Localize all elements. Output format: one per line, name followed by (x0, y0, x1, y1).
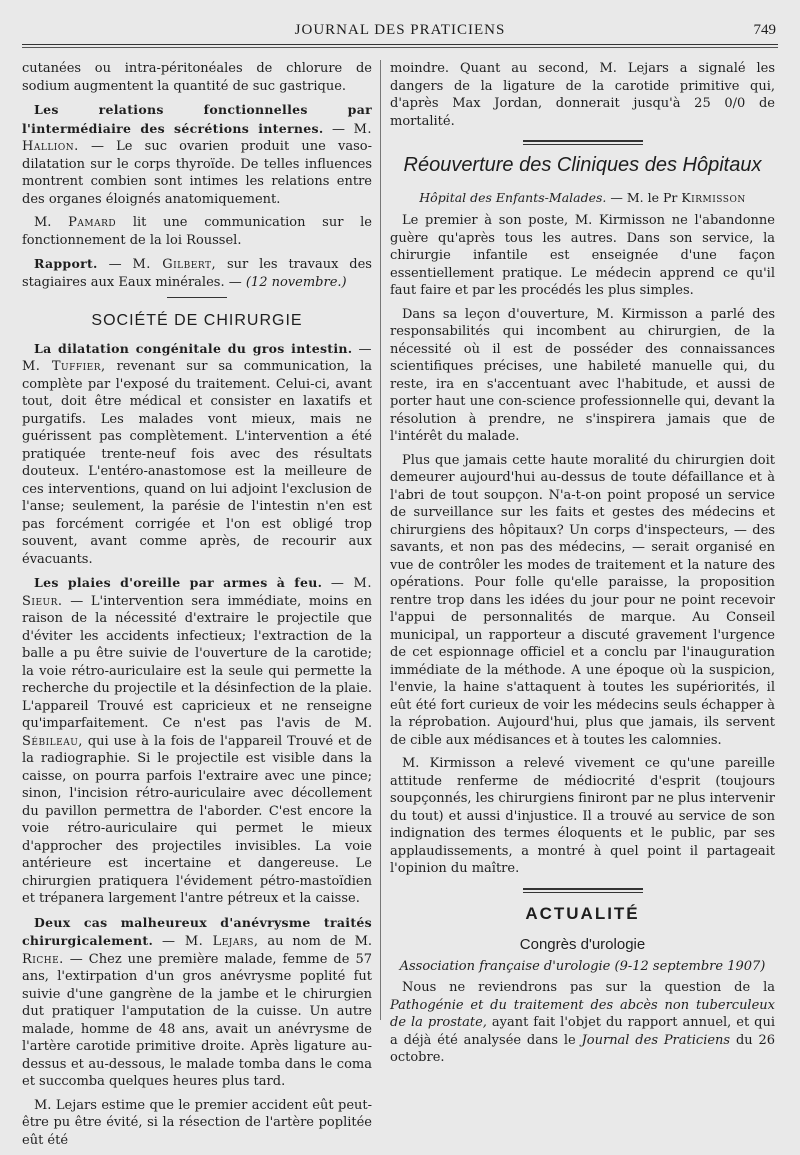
author-name: Sébileau, (22, 733, 83, 749)
paragraph-text: au nom de M. (267, 934, 373, 949)
paragraph-text: M. (34, 215, 52, 230)
paragraph (22, 574, 372, 908)
author-name: M. Hallion. (22, 121, 373, 154)
journal-name: Journal des Praticiens (581, 1032, 731, 1048)
article-title: Congrès d'urologie (519, 936, 646, 953)
paragraph: Plus que jamais cette haute moralité du chirurgien doit demeurer aujourd'hui au-dessus de toute défaillance et à l'abri de tout soupçon. N'a-t-on point proposé un service de surveillance sur les faits et gestes des médecins et chirurgiens des hôpitaux? Un corps d'inspecteurs, — des savants, et non pas des médecins, — serait organisé en vue de contrôler les modes de traitement et la nature des opérations. Pour folle qu'elle paraisse, la proposition rentre trop dans les idées du jour pour ne point recevoir l'appui de personnalités de marque. Au Conseil municipal, un rapporteur a discuté gravement l'urgence de cet espionnage officiel et a conclu par l'inauguration immédiate de la méthode. A une époque où la suspicion, l'envie, la haine s'attaquent à toutes les supériorités, il eût été fort curieux de voir les médecins seuls échapper à la réprobation. Aujourd'hui, plus que jamais, ils servent de cible aux médisances et à toutes les calomnies. (390, 452, 775, 748)
paragraph: M. Kirmisson a relevé vivement ce qu'une pareille attitude renferme de médiocrité d'esprit (toujours soupçonnés, les chirurgiens finiront par ne plus intervenir du tout) et aussi d'injustice. Il a trouvé au service de son indignation des termes éloquents et le public, par ses applaudissements, a montré à quel point il partageait l'opinion du maître. (390, 756, 775, 876)
author-name: — M. Lejars, (161, 934, 259, 949)
paragraph: Rapport. — M. Gilbert, sur les travaux des stagiaires aux Eaux minérales. — (12 novembre.) (22, 256, 372, 290)
paragraph-text: — L'intervention sera immédiate, moins en raison de la nécessité d'extraire le projectile que d'éviter les accidents infectieux; l'extraction de la balle a pu être suivie de l'ouverture de la carotide; la voie rétro-auriculaire est la seule qui permette la recherche du projectile et la désinfection de la plaie. L'appareil Trouvé est capricieux et ne renseigne qu'imparfaitement. Ce n'est pas l'avis de M. (22, 593, 372, 731)
right-column (390, 60, 775, 1073)
lead-heading: Rapport. (34, 256, 98, 271)
article-title: Réouverture des Cliniques des Hôpitaux (403, 154, 762, 176)
paragraph-text: Nous ne reviendrons pas sur la question de la (402, 980, 775, 995)
paragraph-text: lit une communication sur le fonctionnement de la loi Roussel. (22, 215, 372, 248)
section-rule (167, 297, 227, 298)
lead-heading: Les relations fonctionnelles par l'intermédiaire des sécrétions internes. (22, 102, 372, 136)
section-title: SOCIÉTÉ DE CHIRURGIE (91, 312, 303, 329)
paragraph: Dans sa leçon d'ouverture, M. Kirmisson a parlé des responsabilités qui incombent au chirurgien, de la nécessité où il est de posséder des connaissances scientifiques précises, une habileté manuelle qui, du reste, ira en s'accentuant avec l'habitude, et aussi de porter haut une con-science professionnelle qui, devant la résolution à prendre, ne s'inspirera jamais que de l'intérêt du malade. (390, 306, 775, 444)
subhead-text: — M. le Pr (610, 189, 678, 205)
paragraph (22, 340, 372, 569)
paragraph (390, 979, 775, 1067)
author-name: M. Gilbert, (132, 257, 217, 272)
lead-heading: Les plaies d'oreille par armes à feu. (34, 575, 323, 590)
section-title: ACTUALITÉ (525, 903, 640, 923)
running-header (22, 18, 778, 42)
author-name: — M. Tuffier, (22, 341, 372, 374)
author-name: Kirmisson (681, 189, 746, 205)
paragraph-text: revenant sur sa communication, la complète par l'exposé du traitement. Celui-ci, avant tout, doit être médical et consister en laxatifs et purgatifs. Les malades vont mieux, mais ne guérissent pas complètement. L'intervention a été pratiquée trente-neuf fois avec des résultats douteux. L'entéro-anastomose est la meilleure de ces interventions, quand on lui adjoint l'exclusion de l'anse; seulement, la parésie de l'intestin n'en est pas forcément corrigée et l'on est obligé trop souvent, avant comme après, de recourir aux évacuants. (22, 359, 372, 567)
article-subhead (390, 189, 775, 207)
header-rule (22, 44, 778, 45)
author-name: — M. Sieur. (22, 576, 372, 609)
paragraph: moindre. Quant au second, M. Lejars a signalé les dangers de la ligature de la carotide primitive qui, d'après Max Jordan, donnerait jusqu'à 25 0/0 de mortalité. (390, 61, 775, 129)
paragraph: Le premier à son poste, M. Kirmisson ne l'abandonne guère qu'après tous les autres. Dans son service, la chirurgie infantile est enseignée d'une façon essentiellement pratique. Le médecin apprend ce qu'il faut faire et par les procédés les plus simples. (390, 213, 775, 298)
paragraph (22, 914, 372, 1091)
author-name: Riche. (22, 951, 64, 967)
section-rule (523, 888, 643, 893)
lead-heading: Deux cas malheureux d'anévrysme traités chirurgicalement. (22, 914, 372, 948)
paragraph: Les relations fonctionnelles par l'intermédiaire des sécrétions internes. — M. Hallion. — Le suc ovarien produit une vaso-dilatation sur le corps thyroïde. De telles influences montrent combien sont intimes les relations entre des organes éloignés anatomiquement. (22, 102, 373, 207)
paragraph-text: — Le suc ovarien produit une vaso-dilatation sur le corps thyroïde. De telles influences montrent combien sont intimes les relations entre des organes éloignés anatomiquement. (22, 139, 372, 207)
report-title: Pathogénie et du traitement des abcès non tuberculeux de la prostate, (390, 997, 775, 1030)
author-name: Pamard (68, 215, 117, 230)
header-rule-thin (22, 47, 778, 48)
paragraph: cutanées ou intra-péritonéales de chlorure de sodium augmentent la quantité de suc gastrique. (22, 61, 372, 94)
paragraph (22, 214, 372, 249)
paragraph-text: sur les travaux des stagiaires aux Eaux minérales. — (22, 257, 372, 290)
session-date: (12 novembre.) (245, 274, 347, 290)
left-column (22, 60, 372, 1155)
paragraph: M. Lejars estime que le premier accident eût peut-être pu être évité, si la résection de l'artère poplitée eût été (22, 1097, 372, 1148)
article-subhead: Association française d'urologie (9-12 septembre 1907) (399, 958, 766, 974)
hospital-name: Hôpital des Enfants-Malades. (419, 189, 607, 205)
paragraph-text: — Chez une première malade, femme de 57 ans, l'extirpation d'un gros anévrysme poplité fut suivie d'une gangrène de la jambe et le chirurgien dut pratiquer l'amputation de la cuisse. Un autre malade, homme de 48 ans, avait un anévrysme de l'artère carotide primitive droite. Après ligature au-dessus et au-dessous, le malade tomba dans le coma et succomba quelques heures plus tard. (22, 951, 372, 1089)
page-number: 749 (753, 22, 776, 38)
section-rule (523, 140, 643, 145)
paragraph-text: du 26 octobre. (390, 1032, 776, 1065)
lead-heading: La dilatation congénitale du gros intestin. (34, 340, 353, 356)
paragraph-text: qui use à la fois de l'appareil Trouvé et de la radiographie. Si le projectile est visible dans la caisse, on pourra parfois l'extraire avec une pince; sinon, l'incision rétro-auriculaire avec décollement du pavillon permettra de l'aborder. C'est encore la voie rétro-auriculaire qui permet le mieux d'approcher des projectiles invisibles. La voie antérieure est incertaine et dangereuse. Le chirurgien pratiquera l'évidement pétro-mastoïdien et trépanera largement l'antre pétreux et la caisse. (22, 733, 372, 906)
column-divider (380, 60, 381, 1020)
paragraph-text: ayant fait l'objet du rapport annuel, et qui a déjà été analysée dans le (390, 1015, 775, 1048)
journal-title: JOURNAL DES PRATICIENS (294, 21, 506, 38)
